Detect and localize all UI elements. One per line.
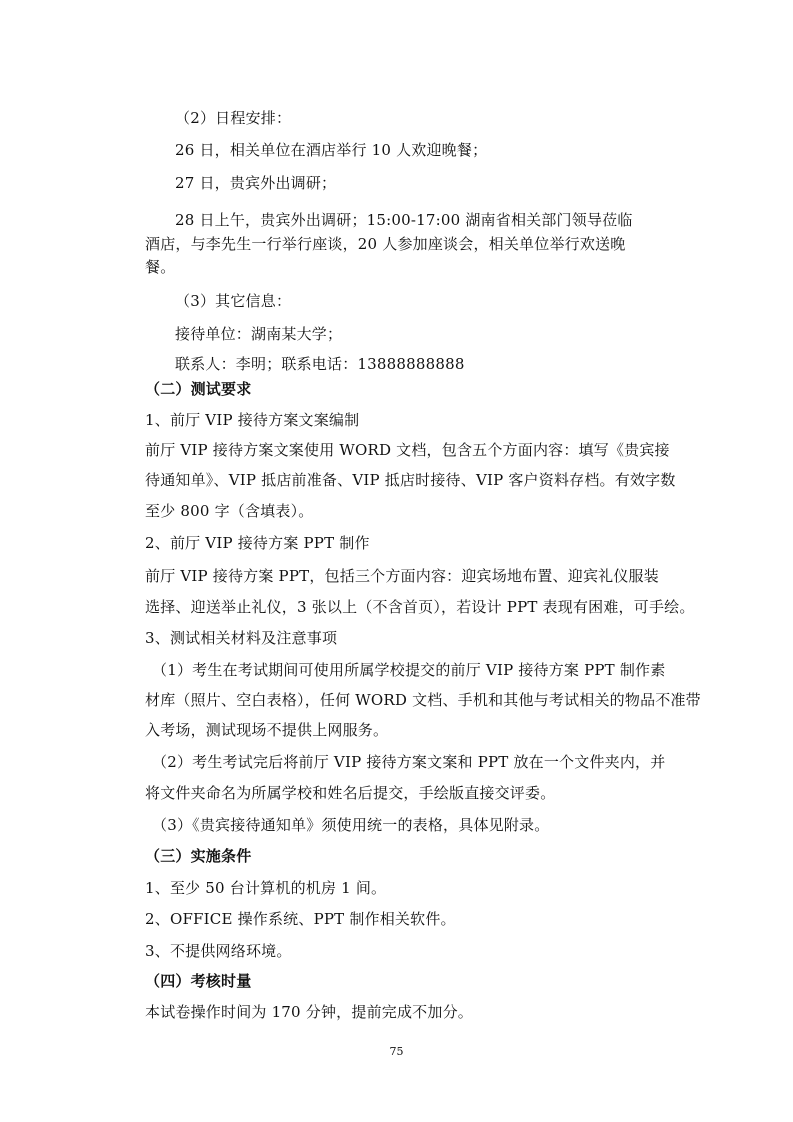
condition-1: 1、至少 50 台计算机的机房 1 间。: [145, 879, 387, 897]
req-3-item2-line1: （2）考生考试完后将前厅 VIP 接待方案文案和 PPT 放在一个文件夹内，并: [152, 753, 666, 771]
req-3-item1-line1: （1）考生在考试期间可使用所属学校提交的前厅 VIP 接待方案 PPT 制作素: [152, 661, 666, 679]
req-2-title: 2、前厅 VIP 接待方案 PPT 制作: [145, 534, 370, 552]
req-3-item1-line3: 入考场，测试现场不提供上网服务。: [145, 721, 389, 739]
condition-3: 3、不提供网络环境。: [145, 942, 292, 960]
schedule-day-28-line2: 酒店，与李先生一行举行座谈，20 人参加座谈会，相关单位举行欢送晚: [145, 235, 626, 253]
page-number: 75: [389, 1045, 404, 1058]
schedule-day-28-line1: 28 日上午，贵宾外出调研；15:00-17:00 湖南省相关部门领导莅临: [175, 211, 633, 229]
req-1-body-line1: 前厅 VIP 接待方案文案使用 WORD 文档，包含五个方面内容：填写《贵宾接: [145, 441, 670, 459]
host-unit: 接待单位：湖南某大学；: [175, 325, 343, 343]
req-3-item1-line2: 材库（照片、空白表格），任何 WORD 文档、手机和其他与考试相关的物品不准带: [145, 691, 701, 709]
req-3-item2-line2: 将文件夹命名为所属学校和姓名后提交，手绘版直接交评委。: [145, 784, 556, 802]
schedule-day-28-line3: 餐。: [145, 258, 176, 276]
contact-info: 联系人：李明；联系电话：13888888888: [175, 355, 465, 373]
req-2-body-line2: 选择、迎送举止礼仪，3 张以上（不含首页），若设计 PPT 表现有困难，可手绘。: [145, 598, 695, 616]
condition-2: 2、OFFICE 操作系统、PPT 制作相关软件。: [145, 910, 456, 928]
req-1-body-line2: 待通知单》、VIP 抵店前准备、VIP 抵店时接待、VIP 客户资料存档。有效字数: [145, 471, 676, 489]
section-exam-duration: （四）考核时量: [145, 972, 252, 990]
section-implementation-conditions: （三）实施条件: [145, 847, 252, 865]
section-test-requirements: （二）测试要求: [145, 380, 252, 398]
req-3-item3: （3）《贵宾接待通知单》须使用统一的表格，具体见附录。: [152, 816, 550, 834]
req-1-title: 1、前厅 VIP 接待方案文案编制: [145, 411, 360, 429]
schedule-heading: （2）日程安排：: [175, 109, 292, 127]
other-info-heading: （3）其它信息：: [175, 292, 292, 310]
schedule-day-26: 26 日，相关单位在酒店举行 10 人欢迎晚餐；: [175, 141, 488, 159]
exam-duration-text: 本试卷操作时间为 170 分钟，提前完成不加分。: [145, 1003, 473, 1021]
req-3-title: 3、测试相关材料及注意事项: [145, 629, 338, 647]
req-2-body-line1: 前厅 VIP 接待方案 PPT，包括三个方面内容：迎宾场地布置、迎宾礼仪服装: [145, 567, 659, 585]
req-1-body-line3: 至少 800 字（含填表）。: [145, 502, 314, 520]
schedule-day-27: 27 日，贵宾外出调研；: [175, 174, 337, 192]
